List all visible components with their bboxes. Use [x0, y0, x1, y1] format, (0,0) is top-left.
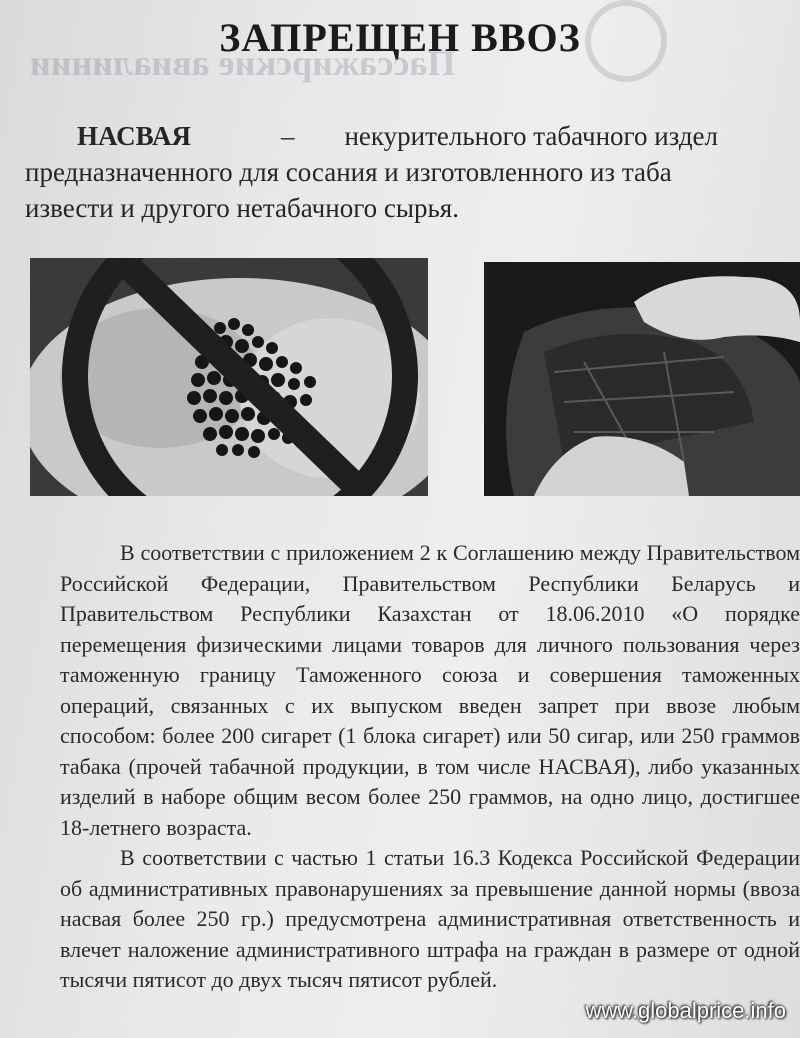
notice-title: ЗАПРЕЩЕН ВВОЗ	[219, 15, 581, 60]
intro-line-3: извести и другого нетабачного сырья.	[25, 193, 459, 223]
intro-line-1	[25, 118, 800, 154]
intro-term: НАСВАЯ	[77, 121, 191, 151]
nasvay-bag-photo	[484, 262, 800, 496]
legal-paragraph-2: В соответствии с частью 1 статьи 16.3 Кодекса Российской Федерации об административных правонарушениях за превышение данной нормы (ввоза насвая более 250 гр.) предусмотрена административная ответственность и влечет наложение административного штрафа на граждан в размере от одной тысячи пятисот до двух тысяч пятисот рублей.	[60, 845, 800, 992]
hand-with-pellets-image	[30, 258, 428, 496]
intro-dash: –	[280, 121, 295, 151]
hands-with-bag-image	[484, 262, 800, 496]
legal-paragraph-1: В соответствии с приложением 2 к Соглашению между Правительством Российской Федерации, Правительством Республики Беларусь и Правительством Республики Казахстан от 18.06.2010 «О порядке перемещения физическими лицами товаров для личного пользования через таможенную границу Таможенного союза и совершения таможенных операций, связанных с их выпуском введен запрет при ввозе любым способом: более 200 сигарет (1 блока сигарет) или 50 сигар, или 250 граммов табака (прочей табачной продукции, в том числе НАСВАЯ), либо указанных изделий в наборе общим весом более 250 граммов, на одно лицо, достигшее 18-летнего возраста.	[60, 540, 800, 840]
bleed-through-text: Пассажирские авиалинии	[30, 43, 456, 83]
legal-text	[60, 538, 800, 996]
watermark: www.globalprice.info	[585, 998, 786, 1023]
intro-definition	[25, 118, 800, 226]
prohibited-nasvay-photo	[30, 258, 428, 496]
intro-line-2: предназначенного для сосания и изготовленного из таба	[25, 157, 672, 187]
intro-line-1-text: некурительного табачного издел	[344, 121, 719, 151]
